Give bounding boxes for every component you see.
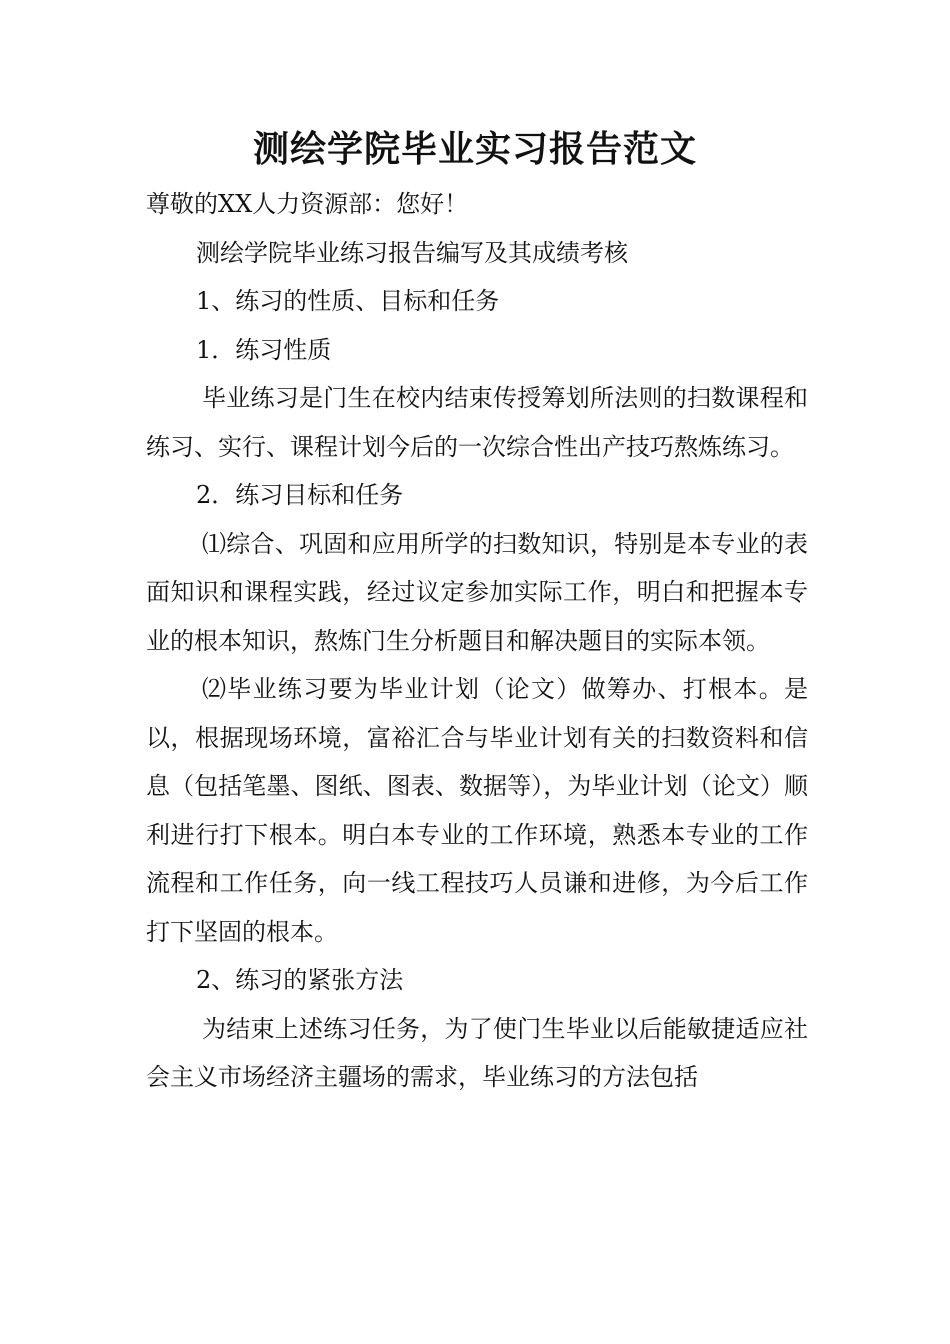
subtitle-paragraph: 测绘学院毕业练习报告编写及其成绩考核 (196, 238, 628, 267)
body-paragraph: 为结束上述练习任务，为了使门生毕业以后能敏捷适应社会主义市场经济主疆场的需求，毕业练习的方法包括 (146, 1014, 808, 1091)
section-heading-1: 1、练习的性质、目标和任务 (196, 287, 500, 315)
salutation: 尊敬的XX人力资源部：您好！ (146, 190, 469, 218)
body-paragraph: 毕业练习是门生在校内结束传授筹划所法则的扫数课程和练习、实行、课程计划今后的一次综合性出产技巧熬炼练习。 (146, 384, 808, 461)
body-paragraph: ⑴综合、巩固和应用所学的扫数知识，特别是本专业的表面知识和课程实践，经过议定参加实际工作，明白和把握本专业的根本知识，熬炼门生分析题目和解决题目的实际本领。 (146, 529, 808, 655)
subsection-heading-1-2: 2．练习目标和任务 (196, 481, 404, 509)
body-paragraph: ⑵毕业练习要为毕业计划（论文）做筹办、打根本。是以，根据现场环境，富裕汇合与毕业计划有关的扫数资料和信息（包括笔墨、图纸、图表、数据等），为毕业计划（论文）顺利进行打下根本。明白本专业的工作环境，熟悉本专业的工作流程和工作任务，向一线工程技巧人员谦和进修，为今后工作打下坚固的根本。 (146, 675, 808, 946)
subsection-heading-1-1: 1．练习性质 (196, 335, 332, 364)
document-title: 测绘学院毕业实习报告范文 (252, 129, 697, 170)
section-heading-2: 2、练习的紧张方法 (196, 966, 404, 994)
document-body (146, 180, 808, 1102)
